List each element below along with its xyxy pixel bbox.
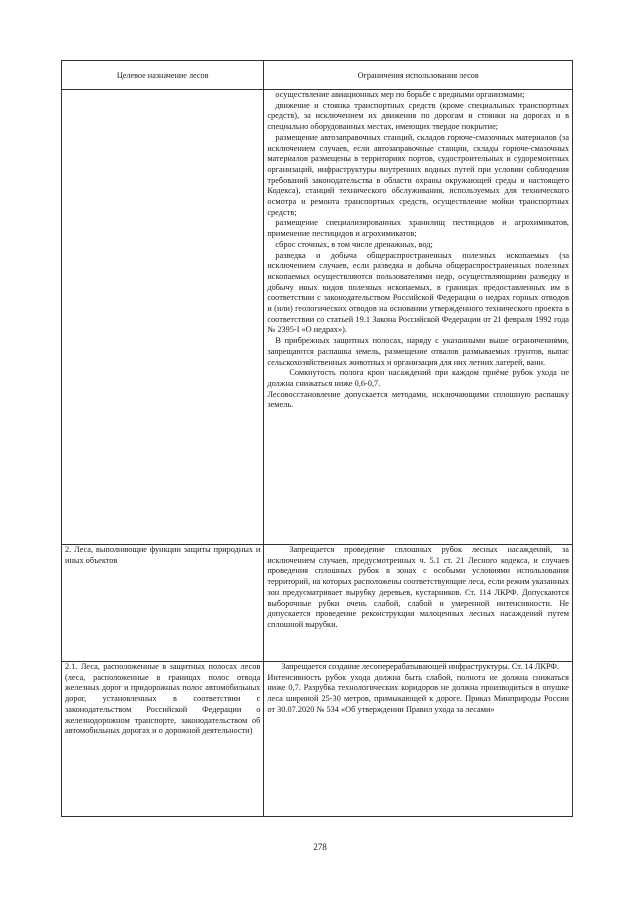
page-number: 278: [313, 842, 327, 852]
paragraph: сброс сточных, в том числе дренажных, вод;: [275, 239, 433, 249]
paragraph: Запрещается создание лесоперерабатывающей инфраструктуры. Ст. 14 ЛКРФ.: [281, 662, 560, 671]
header-restrictions: Ограничения использования лесов: [264, 61, 573, 90]
row1-purpose: [62, 90, 264, 545]
paragraph: размещение автозаправочных станций, складов горюче-смазочных материалов (за исключением случаев, если автозаправочные станции, склады горюче-смазочных материалов размещены в территориях портов, судостроительных и судоремонтных организаций, инфраструктуры внутренних водных путей при условии соблюдения требований законодательства в области охраны окружающей среды и настоящего Кодекса), станций технического обслуживания, используемых для технического осмотра и ремонта транспортных средств, осуществление мойки транспортных средств;: [267, 132, 569, 217]
row2-purpose: 2. Леса, выполняющие функции защиты природных и иных объектов: [62, 545, 264, 662]
paragraph: В прибрежных защитных полосах, наряду с указанными выше ограничениями, запрещаются распашка земель, размещение отвалов размываемых грунтов, выпас сельскохозяйственных животных и организация для них летних лагерей, ванн.: [267, 336, 569, 367]
paragraph: разведка и добыча общераспространенных полезных ископаемых (за исключением случаев, если разведка и добыча общераспространенных полезных ископаемых осуществляются пользователями недр, осуществляющими разведку и добычу иных видов полезных ископаемых, в границах предоставленных им в соответствии с законодательством Российской Федерации о недрах горных отводов и (или) геологических отводов на основании утвержденного технического проекта в соответствии со статьей 19.1 Закона Российской Федерации от 21 февраля 1992 года № 2395-I «О недрах»).: [267, 250, 569, 335]
row2-restrictions: [264, 545, 573, 662]
paragraph: Лесовосстановление допускается методами, исключающими сплошную распашку земель.: [267, 389, 569, 410]
table-row: [62, 90, 573, 545]
row3-restrictions: [264, 662, 573, 817]
paragraph: Сомкнутость полога крон насаждений при каждом приёме рубок ухода не должна снижаться ниже 0,6-0,7.: [267, 368, 569, 388]
paragraph: Запрещается проведение сплошных рубок лесных насаждений, за исключением случаев, предусмотренных ч. 5.1 ст. 21 Лесного кодекса, и случаев проведения сплошных рубок в зонах с особыми условиями использования территорий, на которых расположены соответствующие леса, если режим указанных зон предусматривает вырубку деревьев, кустарников. Ст. 114 ЛКРФ. Допускаются выборочные рубки очень слабой, слабой и умеренной интенсивности. Не допускается проведение реконструкции малоценных лесных насаждений путем сплошной вырубки.: [267, 545, 569, 629]
paragraph: осуществление авиационных мер по борьбе с вредными организмами;: [275, 90, 525, 99]
paragraph: Интенсивность рубок ухода должна быть слабой, полнота не должна снижаться ниже 0,7. Разрубка технологических коридоров не должна производиться в опушке леса шириной 25-30 метров, примыкающей к дороге. Приказ Минприроды России от 30.07.2020 № 534 «Об утверждении Правил ухода за лесами»: [267, 672, 569, 714]
table-row: [62, 545, 573, 662]
row3-purpose: 2.1. Леса, расположенные в защитных полосах лесов (леса, расположенные в границах полос отвода железных дорог и придорожных полос автомобильных дорог, установленных в соответствии с законодательством Российской Федерации о железнодорожном транспорте, законодательством об автомобильных дорогах и о дорожной деятельности): [62, 662, 264, 817]
header-purpose: Целевое назначение лесов: [62, 61, 264, 90]
restrictions-table: [61, 60, 573, 817]
paragraph: размещение специализированных хранилищ пестицидов и агрохимикатов, применение пестицидов и агрохимикатов;: [267, 218, 569, 239]
paragraph: движение и стоянка транспортных средств (кроме специальных транспортных средств), за исключением их движения по дорогам и стоянки на дорогах и в специально оборудованных местах, имеющих твердое покрытие;: [267, 100, 569, 132]
table-row: [62, 662, 573, 817]
row1-restrictions: [264, 90, 573, 545]
table-header-row: [62, 61, 573, 90]
